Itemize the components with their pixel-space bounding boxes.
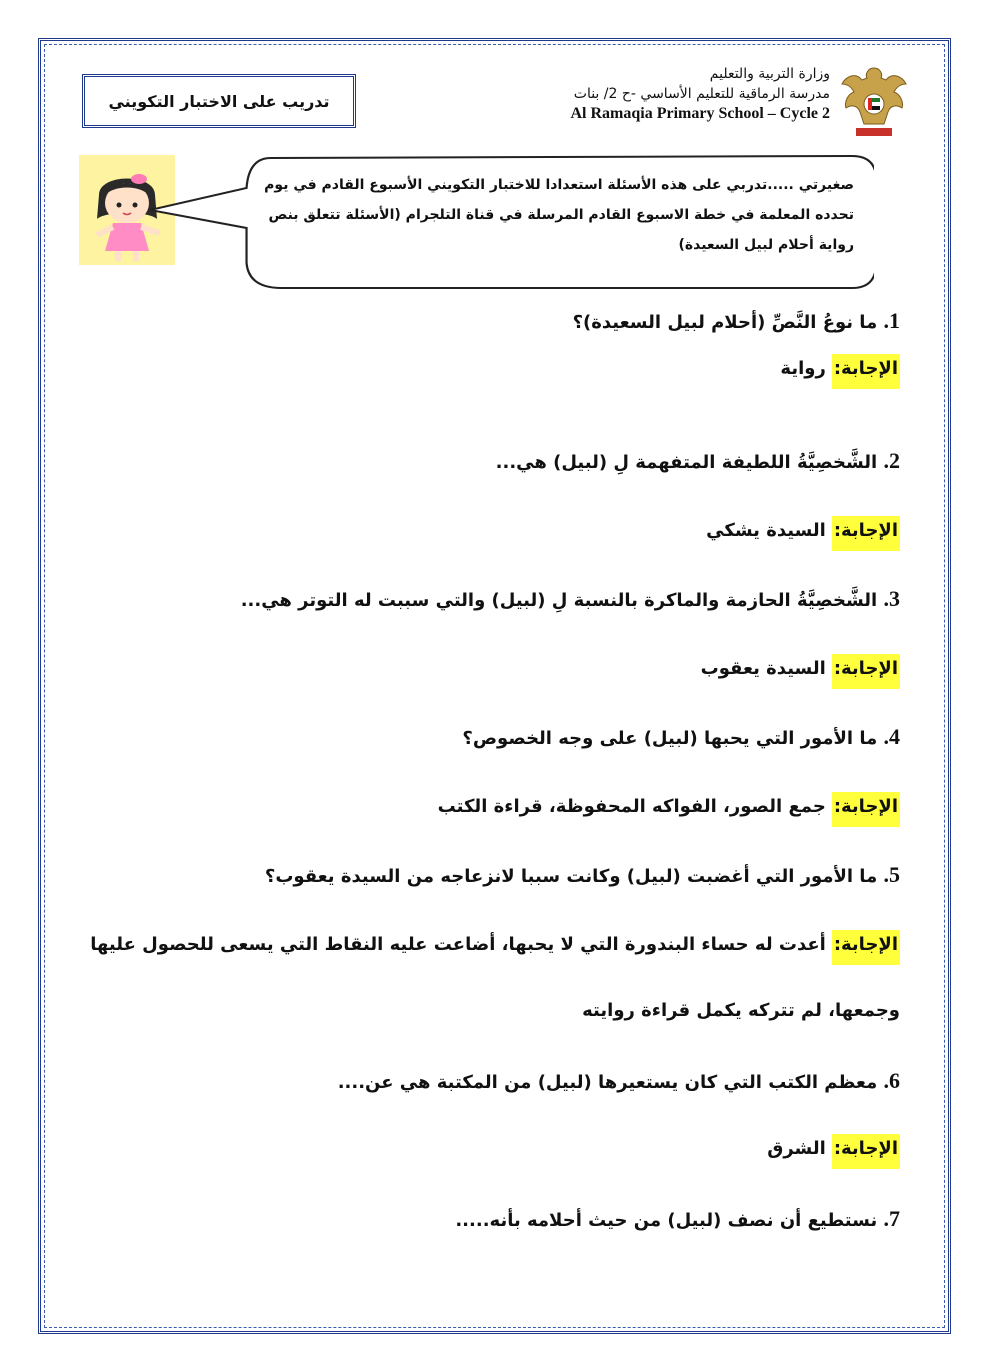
school-header [450,64,830,124]
answer-label: الإجابة: [832,792,900,827]
answer-3: الإجابة:السيدة يعقوب [701,658,900,679]
answer-label: الإجابة: [832,1134,900,1169]
question-7: 7. نستطيع أن نصف (لبيل) من حيث أحلامه بأنه..... [455,1206,900,1231]
question-5: 5. ما الأمور التي أغضبت (لبيل) وكانت سببا لانزعاجه من السيدة يعقوب؟ [264,862,900,887]
answer-label: الإجابة: [832,354,900,389]
question-3: 3. الشَّخصِيَّةُ الحازمة والماكرة بالنسبة لِ (لبيل) والتي سببت له التوتر هي... [240,586,900,611]
uae-emblem-icon [838,62,910,142]
ministry-name: وزارة التربية والتعليم [709,66,830,82]
page-title: تدريب على الاختبار التكويني [82,74,356,128]
bubble-message: صغيرتي .....تدربي على هذه الأسئلة استعدادا للاختبار التكويني الأسبوع القادم في يوم تحدده المعلمة في خطة الاسبوع القادم المرسلة في قناة التلجرام (الأسئلة تتعلق بنص رواية أحلام لبيل السعيدة) [264,177,854,253]
question-2: 2. الشَّخصِيَّةُ اللطيفة المتفهمة لِ (لبيل) هي... [495,448,900,473]
question-4: 4. ما الأمور التي يحبها (لبيل) على وجه الخصوص؟ [462,724,900,749]
answer-label: الإجابة: [832,654,900,689]
question-1: 1. ما نوعُ النَّصِّ (أحلام لبيل السعيدة)؟ [572,308,900,333]
answer-label: الإجابة: [832,930,900,965]
answer-label: الإجابة: [832,516,900,551]
answer-1: الإجابة:رواية [780,358,900,379]
school-name-ar: مدرسة الرماقية للتعليم الأساسي -ح 2/ بنات [573,86,830,102]
answer-4: الإجابة:جمع الصور، الفواكه المحفوظة، قراءة الكتب [438,796,900,817]
school-name-en: Al Ramaqia Primary School – Cycle 2 [570,105,830,122]
answer-2: الإجابة:السيدة يشكي [706,520,900,541]
answer-5: الإجابة:أعدت له حساء البندورة التي لا يحبها، أضاعت عليه النقاط التي يسعى للحصول عليها [90,934,900,955]
answer-6: الإجابة:الشرق [767,1138,900,1159]
answer-5-line-2: وجمعها، لم تتركه يكمل قراءة روايته [582,1000,900,1021]
question-6: 6. معظم الكتب التي كان يستعيرها (لبيل) من المكتبة هي عن.... [337,1068,900,1093]
